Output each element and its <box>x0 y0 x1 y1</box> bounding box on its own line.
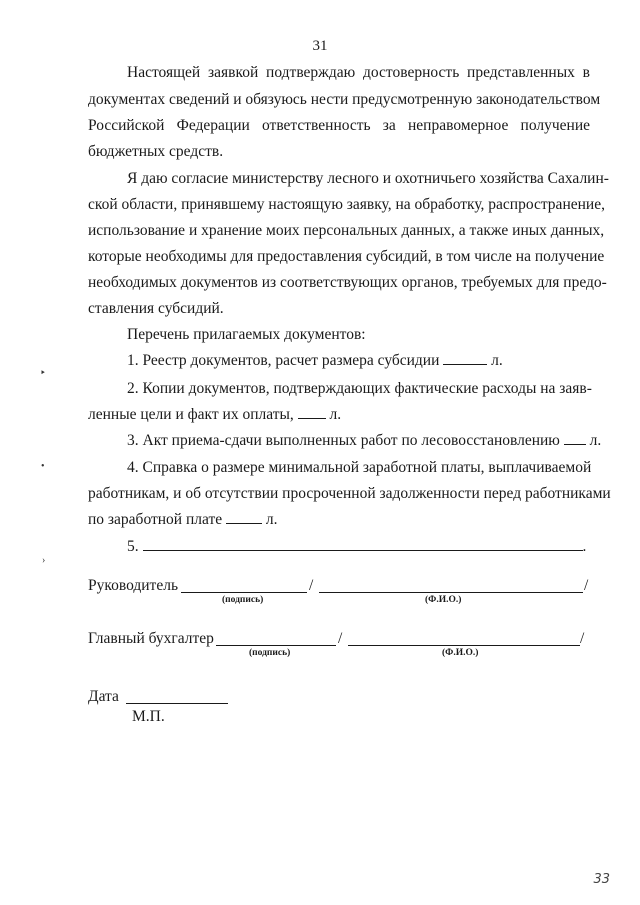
item-suffix: л. <box>589 432 602 449</box>
text-line: Я даю согласие министерству лесного и охотничьего хозяйства Сахалин- <box>127 170 609 187</box>
margin-mark: › <box>42 555 46 566</box>
slash: / <box>580 630 585 647</box>
accountant-name-line[interactable] <box>348 645 580 646</box>
signature-caption: (подпись) <box>249 648 291 658</box>
text-line: документах сведений и обязуюсь нести предусмотренную законодательством <box>88 91 601 108</box>
accountant-signature-line[interactable] <box>216 645 336 646</box>
slash: / <box>338 630 343 647</box>
item-blank[interactable] <box>143 534 583 551</box>
text-line: использование и хранение моих персональных данных, а также иных данных, <box>88 222 605 239</box>
list-item-line: 2. Копии документов, подтверждающих фактические расходы на заяв- <box>127 380 592 397</box>
list-item-line: работникам, и об отсутствии просроченной задолженности перед работниками <box>88 485 611 502</box>
item-text: ленные цели и факт их оплаты, <box>88 406 294 423</box>
accountant-label: Главный бухгалтер <box>88 630 214 647</box>
signature-head-row <box>88 574 590 598</box>
item-end: . <box>582 538 587 555</box>
item-text: по заработной плате <box>88 511 223 528</box>
list-item <box>88 507 590 533</box>
signature-accountant-row <box>88 627 590 651</box>
list-item <box>127 348 590 374</box>
handwritten-page-mark: 33 <box>593 872 610 887</box>
item-text: 5. <box>127 538 139 555</box>
list-item <box>127 428 602 454</box>
documents-heading: Перечень прилагаемых документов: <box>127 326 366 343</box>
pages-blank[interactable] <box>443 348 487 365</box>
text-line: которые необходимы для предоставления субсидий, в том числе на получение <box>88 248 605 265</box>
date-label: Дата <box>88 688 119 705</box>
pages-blank[interactable] <box>226 507 262 524</box>
head-signature-line[interactable] <box>181 592 307 593</box>
item-text: 3. Акт приема-сдачи выполненных работ по лесовосстановлению <box>127 432 560 449</box>
text-line: Российской Федерации ответственность за неправомерное получение <box>88 117 590 134</box>
margin-mark: ‣ <box>40 368 46 379</box>
text-line: ставления субсидий. <box>88 300 224 317</box>
pages-blank[interactable] <box>564 428 586 445</box>
head-name-line[interactable] <box>319 592 583 593</box>
item-text: 1. Реестр документов, расчет размера субсидии <box>127 352 440 369</box>
slash: / <box>309 577 314 594</box>
text-line: ской области, принявшему настоящую заявку, на обработку, распространение, <box>88 196 605 213</box>
item-suffix: л. <box>491 352 503 369</box>
signature-caption: (подпись) <box>222 595 264 605</box>
text-line: Настоящей заявкой подтверждаю достоверность представленных в <box>127 64 590 81</box>
list-item <box>88 402 590 428</box>
slash: / <box>584 577 589 594</box>
pages-blank[interactable] <box>298 402 326 419</box>
head-label: Руководитель <box>88 577 179 594</box>
name-caption: (Ф.И.О.) <box>442 648 479 658</box>
page-number: 31 <box>312 38 328 54</box>
seal-label: М.П. <box>132 708 165 725</box>
item-suffix: л. <box>329 406 342 423</box>
text-line: бюджетных средств. <box>88 143 224 160</box>
item-suffix: л. <box>265 511 278 528</box>
list-item <box>127 534 590 560</box>
name-caption: (Ф.И.О.) <box>425 595 462 605</box>
list-item-line: 4. Справка о размере минимальной заработной платы, выплачиваемой <box>127 459 592 476</box>
margin-mark: • <box>41 461 45 472</box>
text-line: необходимых документов из соответствующих органов, требуемых для предо- <box>88 274 607 291</box>
